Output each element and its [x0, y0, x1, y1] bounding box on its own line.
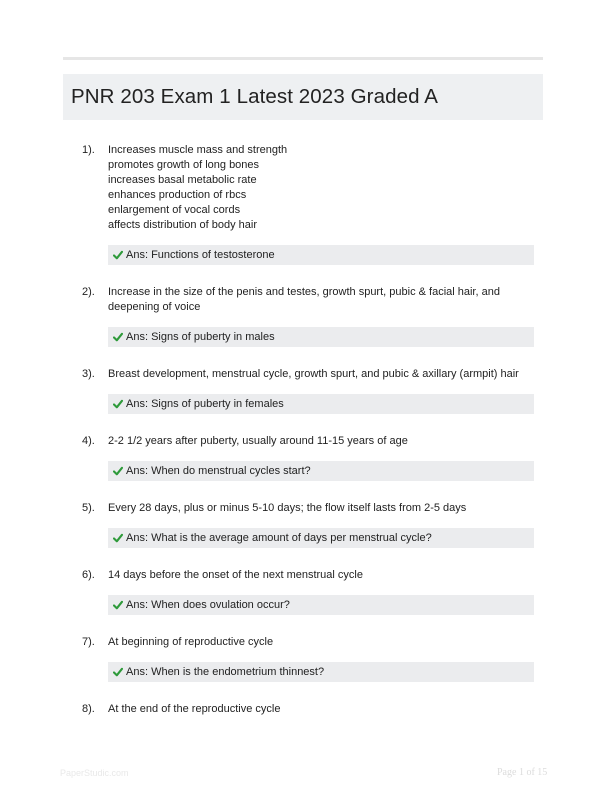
question-item	[0, 367, 606, 414]
footer-watermark: PaperStudic.com	[60, 768, 129, 778]
question-text	[108, 501, 536, 516]
answer-text: Ans: Functions of testosterone	[126, 249, 275, 261]
question-item	[0, 285, 606, 347]
answer-text: Ans: Signs of puberty in males	[126, 331, 275, 343]
question-line: increases basal metabolic rate	[108, 174, 257, 186]
question-line: affects distribution of body hair	[108, 219, 257, 231]
question-line: deepening of voice	[108, 301, 201, 313]
check-icon	[113, 330, 123, 344]
question-line: promotes growth of long bones	[108, 159, 260, 171]
title-banner	[63, 74, 543, 120]
question-list	[0, 143, 606, 737]
check-icon	[113, 397, 123, 411]
answer-box	[108, 461, 534, 481]
page-number: Page 1 of 15	[497, 767, 548, 778]
page-title: PNR 203 Exam 1 Latest 2023 Graded A	[71, 85, 439, 108]
question-number: 4).	[82, 435, 95, 447]
question-line: 2-2 1/2 years after puberty, usually around 11-15 years of age	[108, 435, 408, 447]
question-line: Increases muscle mass and strength	[108, 144, 288, 156]
answer-box	[108, 327, 534, 347]
question-number: 2).	[82, 286, 95, 298]
answer-box	[108, 528, 534, 548]
question-number: 6).	[82, 569, 95, 581]
answer-box	[108, 394, 534, 414]
answer-box	[108, 662, 534, 682]
check-icon	[113, 598, 123, 612]
answer-text: Ans: What is the average amount of days per menstrual cycle?	[126, 532, 432, 544]
question-item	[0, 143, 606, 265]
question-item	[0, 501, 606, 548]
question-number: 1).	[82, 144, 95, 156]
question-line: At beginning of reproductive cycle	[108, 636, 274, 648]
top-divider	[63, 57, 543, 60]
check-icon	[113, 665, 123, 679]
question-item	[0, 568, 606, 615]
check-icon	[113, 464, 123, 478]
question-text	[108, 285, 536, 315]
question-line: enhances production of rbcs	[108, 189, 247, 201]
question-line: Breast development, menstrual cycle, growth spurt, and pubic & axillary (armpit) hair	[108, 368, 519, 380]
answer-box	[108, 245, 534, 265]
answer-text: Ans: Signs of puberty in females	[126, 398, 284, 410]
question-number: 7).	[82, 636, 95, 648]
answer-text: Ans: When do menstrual cycles start?	[126, 465, 311, 477]
question-number: 8).	[82, 703, 95, 715]
question-line: Every 28 days, plus or minus 5-10 days; the flow itself lasts from 2-5 days	[108, 502, 467, 514]
check-icon	[113, 248, 123, 262]
question-text	[108, 702, 536, 717]
question-text	[108, 635, 536, 650]
question-text	[108, 434, 536, 449]
question-number: 3).	[82, 368, 95, 380]
question-line: 14 days before the onset of the next menstrual cycle	[108, 569, 363, 581]
question-line: enlargement of vocal cords	[108, 204, 241, 216]
question-text	[108, 143, 536, 233]
question-item	[0, 434, 606, 481]
question-line: Increase in the size of the penis and testes, growth spurt, pubic & facial hair, and	[108, 286, 500, 298]
question-line: At the end of the reproductive cycle	[108, 703, 281, 715]
check-icon	[113, 531, 123, 545]
answer-text: Ans: When does ovulation occur?	[126, 599, 290, 611]
answer-box	[108, 595, 534, 615]
question-item	[0, 702, 606, 717]
question-item	[0, 635, 606, 682]
question-number: 5).	[82, 502, 95, 514]
answer-text: Ans: When is the endometrium thinnest?	[126, 666, 325, 678]
question-text	[108, 367, 536, 382]
question-text	[108, 568, 536, 583]
